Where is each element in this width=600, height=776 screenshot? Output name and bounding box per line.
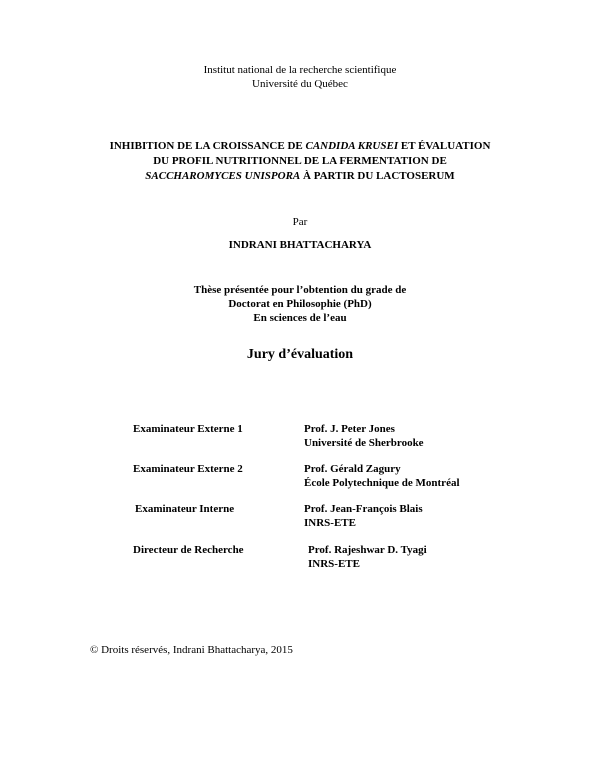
degree-line-2: Doctorat en Philosophie (PhD) <box>228 298 372 310</box>
university-name: Université du Québec <box>252 78 348 90</box>
jury-member-affiliation: INRS-ETE <box>304 517 356 529</box>
degree-line-3: En sciences de l’eau <box>253 312 347 324</box>
jury-role: Examinateur Interne <box>135 503 235 515</box>
jury-member-name: Prof. Jean-François Blais <box>304 503 423 515</box>
jury-member-affiliation: Université de Sherbrooke <box>304 437 424 449</box>
jury-member <box>304 502 423 530</box>
jury-member <box>308 543 427 571</box>
title-organism-2: SACCHAROMYCES UNISPORA <box>145 170 301 182</box>
title-line-1-before: INHIBITION DE LA CROISSANCE DE <box>109 140 306 152</box>
institute-name: Institut national de la recherche scientifique <box>203 64 397 76</box>
title-line-1 <box>60 139 540 154</box>
jury-role: Directeur de Recherche <box>133 544 244 556</box>
title-organism-1: CANDIDA KRUSEI <box>305 140 399 152</box>
jury-member-affiliation: École Polytechnique de Montréal <box>304 477 460 489</box>
jury-member-affiliation: INRS-ETE <box>308 558 360 570</box>
author-name: INDRANI BHATTACHARYA <box>228 239 372 251</box>
title-line-3 <box>60 169 540 184</box>
thesis-title <box>60 139 540 184</box>
by-label: Par <box>292 216 308 228</box>
degree-statement <box>0 283 600 325</box>
copyright-notice: © Droits réservés, Indrani Bhattacharya, 2015 <box>90 644 293 656</box>
jury-member-name: Prof. J. Peter Jones <box>304 423 395 435</box>
jury-heading: Jury d’évaluation <box>246 347 354 362</box>
jury-member <box>304 462 460 490</box>
jury-role: Examinateur Externe 1 <box>133 423 243 435</box>
jury-member-name: Prof. Gérald Zagury <box>304 463 401 475</box>
jury-member-name: Prof. Rajeshwar D. Tyagi <box>308 544 427 556</box>
jury-member <box>304 422 424 450</box>
title-line-3-after: À PARTIR DU LACTOSERUM <box>300 170 455 182</box>
title-line-1-after: ET ÉVALUATION <box>398 140 491 152</box>
jury-role: Examinateur Externe 2 <box>133 463 243 475</box>
degree-line-1: Thèse présentée pour l’obtention du grade de <box>193 284 407 296</box>
institute-header <box>0 63 600 91</box>
title-line-2: DU PROFIL NUTRITIONNEL DE LA FERMENTATION DE <box>153 155 447 167</box>
